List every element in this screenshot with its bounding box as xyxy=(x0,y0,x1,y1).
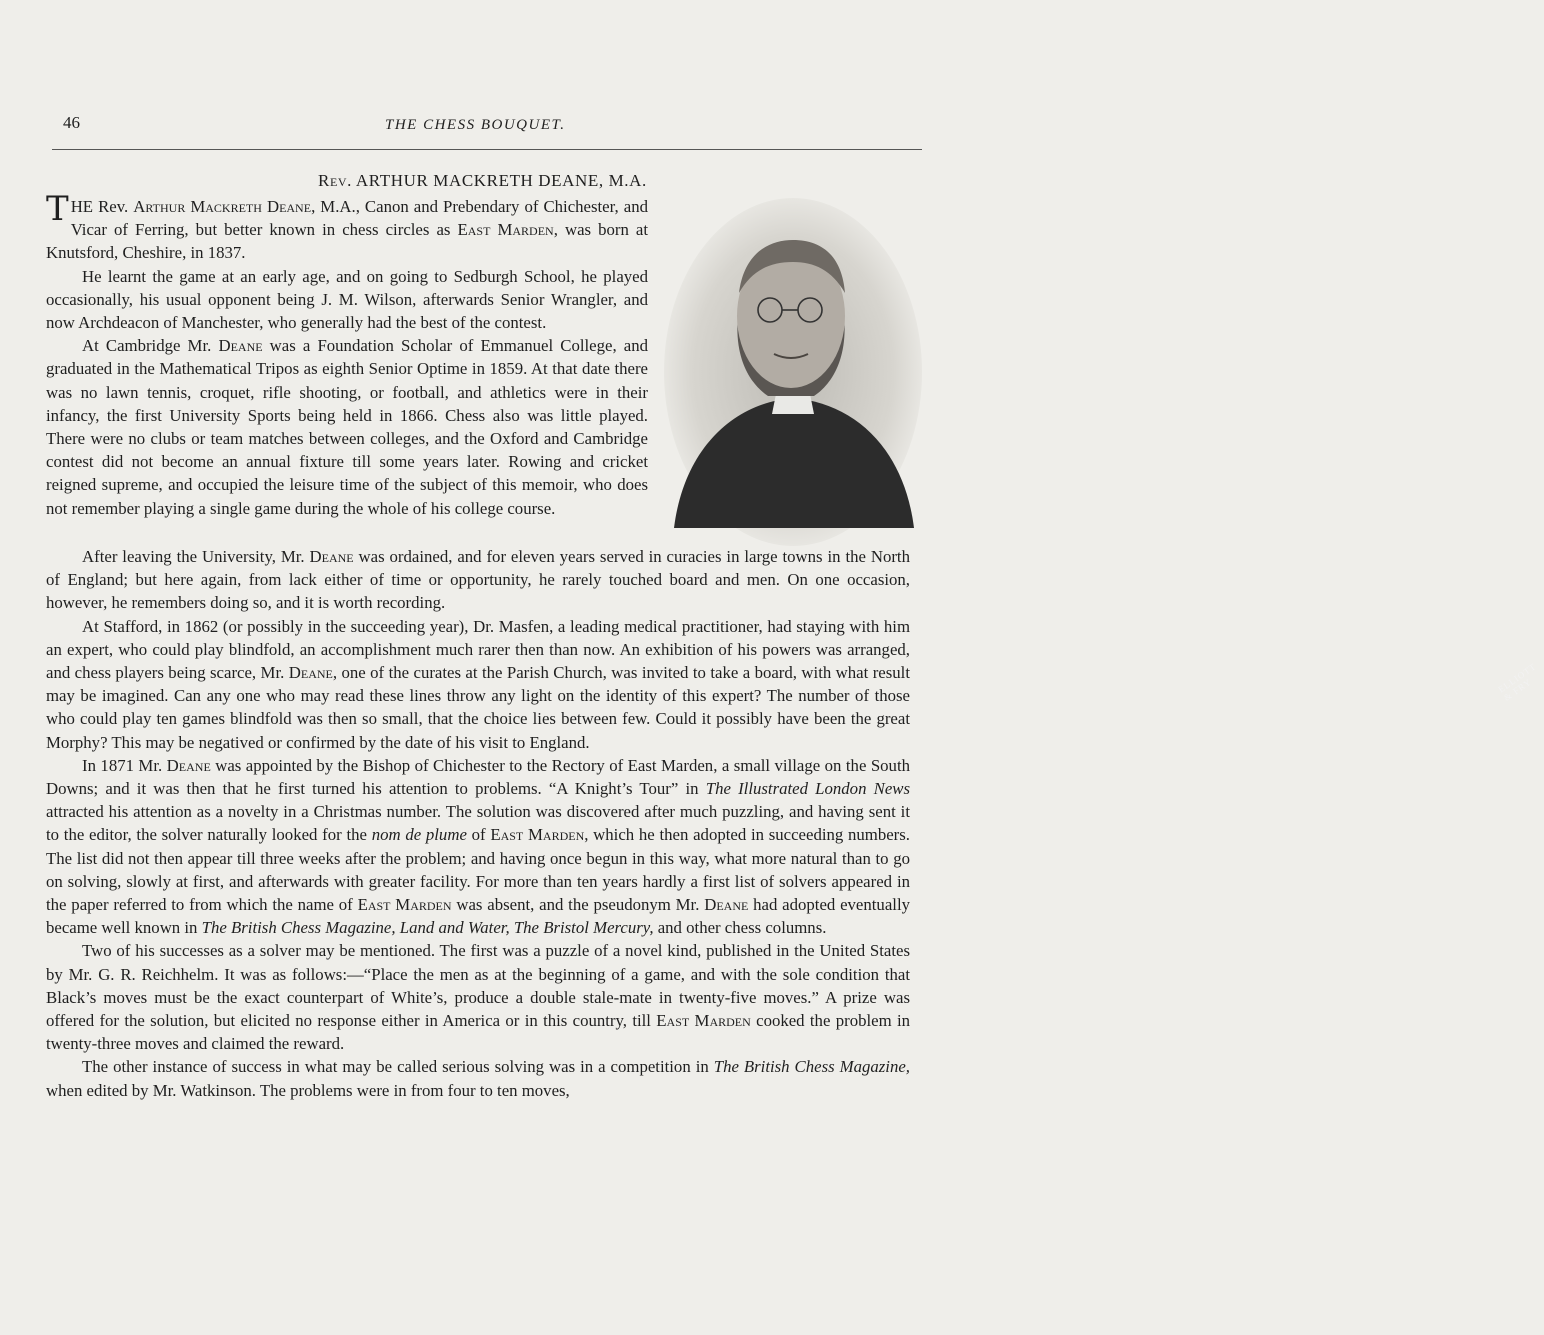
text-run: , was born at Knutsford, Cheshire, in 1837. xyxy=(46,220,649,263)
text-run: was ordained, and for eleven years served in curacies in large towns in the North of England; but here again, from lack either of time or opportunity, he rarely touched board and men. On one occasion, however, he remembers doing so, and it is worth recording. xyxy=(46,547,910,613)
paragraph-6 xyxy=(46,754,910,940)
italic-run: The British Chess Magazine, xyxy=(713,1057,911,1077)
text-run: cooked the problem in twenty-three moves and claimed the reward. xyxy=(46,1011,911,1054)
small-caps-run: East Marden xyxy=(490,825,585,845)
paragraph-7 xyxy=(46,939,910,1055)
paragraph-8 xyxy=(46,1055,910,1101)
small-caps-run: East Marden xyxy=(656,1011,751,1031)
text-run: when edited by Mr. Watkinson. The problems were in from four to ten moves, xyxy=(46,1080,570,1100)
text-run: In 1871 Mr. xyxy=(82,755,167,775)
article-title xyxy=(318,171,647,191)
photographer-signature: ELLIOTT & FRY xyxy=(1496,661,1538,703)
text-run: At Stafford, in 1862 (or possibly in the succeeding year), Dr. Masfen, a leading medical practitioner, had staying with him an expert, who could play blindfold, an accomplishment much rarer then than now. An exhibition of his powers was arranged, and chess players being scarce, Mr. xyxy=(46,616,910,683)
small-caps-run: Deane xyxy=(288,663,333,683)
drop-cap: T xyxy=(46,189,69,229)
small-caps-run: East Marden xyxy=(357,895,452,915)
text-run: of xyxy=(466,825,491,845)
text-run: was appointed by the Bishop of Chichester to the Rectory of East Marden, a small village on the South Downs; and it was then that he first turned his attention to problems. “A Knight’s Tour” in xyxy=(46,755,911,799)
page-number: 46 xyxy=(63,113,80,132)
text-run: attracted his attention as a novelty in a Christmas number. The solution was discovered after much puzzling, and having sent it to the editor, the solver naturally looked for the xyxy=(46,802,910,845)
small-caps-run: East Marden xyxy=(457,220,554,240)
text-run: After leaving the University, Mr. xyxy=(82,547,310,566)
paragraph-5 xyxy=(46,615,910,754)
paragraph-4 xyxy=(46,545,910,615)
text-run: was absent, and the pseudonym Mr. xyxy=(451,895,705,915)
header-rule xyxy=(52,149,922,150)
text-run: At Cambridge Mr. xyxy=(82,336,219,356)
small-caps-run: Deane xyxy=(704,895,749,915)
italic-run: The Illustrated London News xyxy=(705,779,910,799)
text-run: and other chess columns. xyxy=(653,918,827,938)
text-run: The other instance of success in what may be called serious solving was in a competition in xyxy=(82,1057,714,1077)
small-caps-run: Deane xyxy=(309,547,354,566)
small-caps-run: Deane xyxy=(218,336,263,356)
text-run: was a Foundation Scholar of Emmanuel College, and graduated in the Mathematical Tripos as eighth Senior Optime in 1859. At that date there was no lawn tennis, croquet, rifle shooting, or football, and athletics were in their infancy, the first University Sports being held in 1866. Chess also was little played. There were no clubs or team matches between colleges, and the Oxford and Cambridge contest did not become an annual fixture till some years later. Rowing and cricket reigned supreme, and occupied the leisure time of the subject of this memoir, who does not remember playing a single game during the whole of his college course. xyxy=(46,336,648,518)
text-run: , which he then adopted in succeeding numbers. The list did not then appear till three weeks after the problem; and having once begun in this way, what more natural than to go on solving, slowly at first, and afterwards with greater facility. For more than ten years hardly a first list of solvers appeared in the paper referred to from which the name of xyxy=(46,825,910,915)
small-caps-run: Arthur Mackreth Deane xyxy=(133,197,312,216)
title-prefix: Rev. xyxy=(318,171,352,190)
text-run: , M.A., Canon and Prebendary of Chichester, and Vicar of Ferring, but better known in chess circles as xyxy=(70,197,648,240)
small-caps-run: Deane xyxy=(166,755,211,775)
italic-run: The British Chess Magazine, Land and Water, The Bristol Mercury, xyxy=(201,918,654,938)
text-run: HE Rev. xyxy=(70,197,134,216)
paragraph-2: He learnt the game at an early age, and on going to Sedburgh School, he played occasionally, his usual opponent being J. M. Wilson, afterwards Senior Wrangler, and now Archdeacon of Manchester, who generally had the best of the contest. xyxy=(46,266,648,333)
running-head: THE CHESS BOUQUET. xyxy=(385,117,566,133)
italic-run: nom de plume xyxy=(371,825,467,845)
portrait-spacer xyxy=(648,195,910,545)
text-run: , one of the curates at the Parish Church, was invited to take a board, with what result may be imagined. Can any one who may read these lines throw any light on the identity of this expert? The number of those who could play ten games blindfold was then so small, that the choice lies between few. Could it possibly have been the great Morphy? This may be negatived or confirmed by the date of his visit to England. xyxy=(46,663,910,752)
text-run: Two of his successes as a solver may be mentioned. The first was a puzzle of a novel kind, published in the United States by Mr. G. R. Reichhelm. It was as follows:—“Place the men as at the beginning of a game, and with the sole condition that Black’s moves must be the exact counterpart of White’s, produce a double stale-mate in twenty-five moves.” A prize was offered for the solution, but elicited no response either in America or in this country, till xyxy=(46,941,910,1031)
article-body xyxy=(46,189,911,1102)
title-name: ARTHUR MACKRETH DEANE, M.A. xyxy=(355,171,647,190)
text-run: had adopted eventually became well known in xyxy=(46,895,910,938)
